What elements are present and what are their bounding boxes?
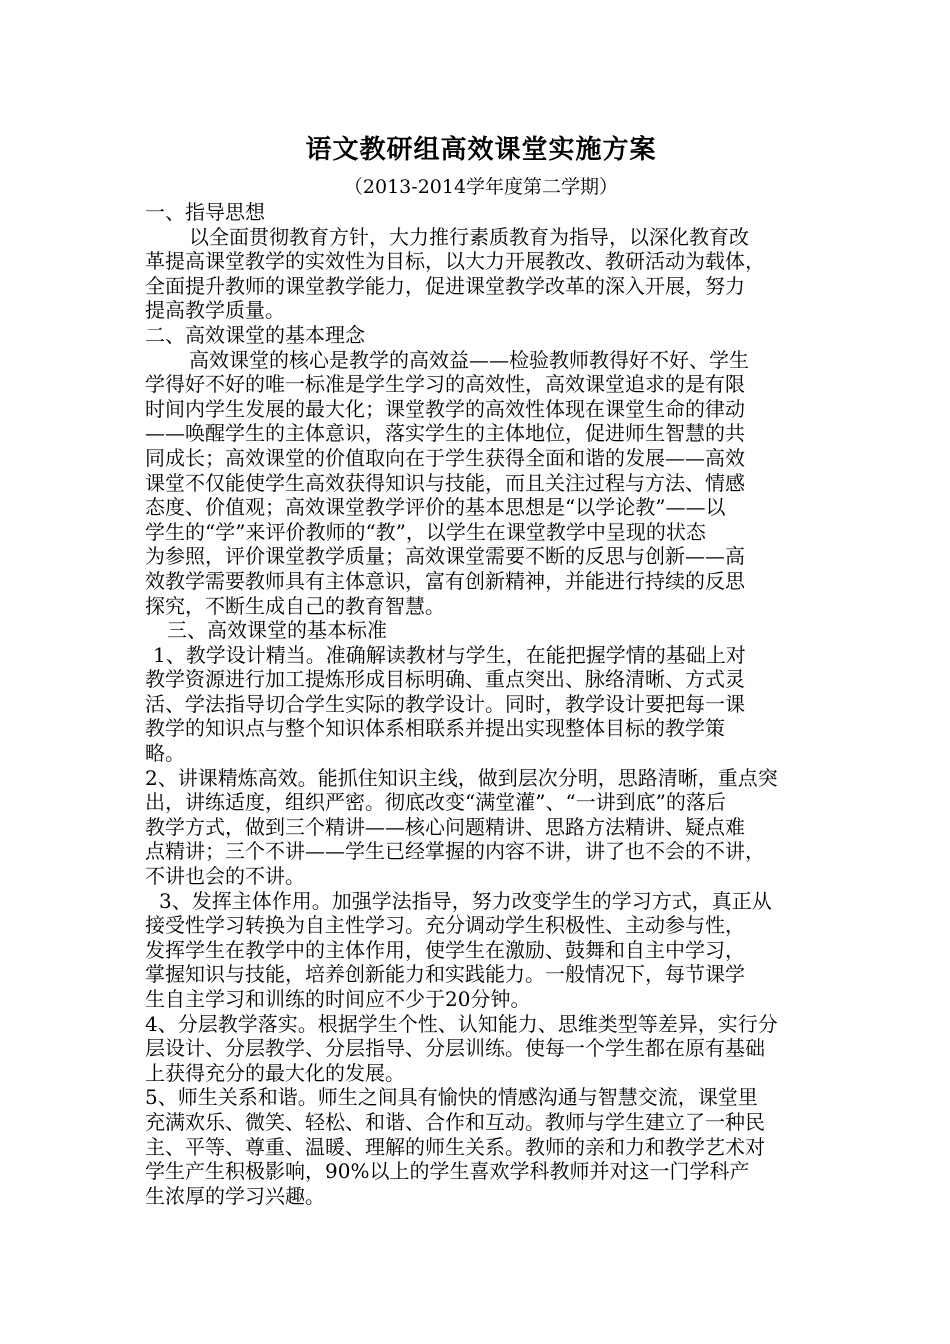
section-heading-basic-concept: 二、高效课堂的基本理念 bbox=[145, 322, 365, 347]
section-heading-guiding-ideology: 一、指导思想 bbox=[145, 200, 265, 224]
paragraph-line: 高效课堂的核心是教学的高效益——检验教师教得好不好、学生 bbox=[189, 347, 749, 372]
list-item-line: 点精讲；三个不讲——学生已经掌握的内容不讲，讲了也不会的不讲， bbox=[145, 839, 765, 864]
list-item-line: 发挥学生在教学中的主体作用，使学生在激励、鼓舞和自主中学习， bbox=[145, 937, 745, 962]
paragraph-line: 革提高课堂教学的实效性为目标，以大力开展教改、教研活动为载体， bbox=[145, 249, 765, 274]
list-item-line: 主、平等、尊重、温暖、理解的师生关系。教师的亲和力和教学艺术对 bbox=[145, 1134, 765, 1159]
paragraph-line: 为参照，评价课堂教学质量；高效课堂需要不断的反思与创新——高 bbox=[145, 544, 745, 569]
paragraph-line: 全面提升教师的课堂教学能力，促进课堂教学改革的深入开展，努力 bbox=[145, 273, 745, 298]
list-item-line: 3、发挥主体作用。加强学法指导，努力改变学生的学习方式，真正从 bbox=[159, 888, 772, 913]
list-item-line: 学生产生积极影响，90%以上的学生喜欢学科教师并对这一门学科产 bbox=[145, 1159, 750, 1184]
list-item-line: 5、师生关系和谐。师生之间具有愉快的情感沟通与智慧交流，课堂里 bbox=[145, 1085, 758, 1110]
document-title: 语文教研组高效课堂实施方案 bbox=[305, 135, 657, 165]
list-item-line: 1、教学设计精当。准确解读教材与学生，在能把握学情的基础上对 bbox=[153, 642, 746, 667]
paragraph-line: ——唤醒学生的主体意识，落实学生的主体地位，促进师生智慧的共 bbox=[145, 421, 745, 446]
list-item-line: 活、学法指导切合学生实际的教学设计。同时，教学设计要把每一课 bbox=[145, 691, 745, 716]
list-item-line: 上获得充分的最大化的发展。 bbox=[145, 1060, 405, 1085]
section-heading-basic-standards: 三、高效课堂的基本标准 bbox=[167, 618, 387, 643]
list-item-line: 层设计、分层教学、分层指导、分层训练。使每一个学生都在原有基础 bbox=[145, 1036, 765, 1061]
paragraph-line: 效教学需要教师具有主体意识，富有创新精神，并能进行持续的反思 bbox=[145, 568, 745, 593]
list-item-line: 充满欢乐、微笑、轻松、和谐、合作和互动。教师与学生建立了一种民 bbox=[145, 1109, 765, 1134]
list-item-line: 生自主学习和训练的时间应不少于20分钟。 bbox=[145, 987, 531, 1011]
list-item-line: 4、分层教学落实。根据学生个性、认知能力、思维类型等差异，实行分 bbox=[145, 1011, 778, 1036]
list-item-line: 教学的知识点与整个知识体系相联系并提出实现整体目标的教学策 bbox=[145, 716, 725, 741]
paragraph-line: 时间内学生发展的最大化；课堂教学的高效性体现在课堂生命的律动 bbox=[145, 396, 745, 421]
list-item-line: 教学方式，做到三个精讲——核心问题精讲、思路方法精讲、疑点难 bbox=[145, 814, 745, 839]
paragraph-line: 学得好不好的唯一标准是学生学习的高效性，高效课堂追求的是有限 bbox=[145, 372, 745, 397]
paragraph-line: 学生的“学”来评价教师的“教”，以学生在课堂教学中呈现的状态 bbox=[145, 519, 706, 544]
list-item-line: 生浓厚的学习兴趣。 bbox=[145, 1183, 325, 1208]
paragraph-line: 态度、价值观；高效课堂教学评价的基本思想是“以学论教”——以 bbox=[145, 495, 726, 520]
list-item-line: 教学资源进行加工提炼形成目标明确、重点突出、脉络清晰、方式灵 bbox=[145, 667, 745, 692]
document-subtitle: （2013-2014学年度第二学期） bbox=[343, 176, 619, 198]
paragraph-line: 课堂不仅能使学生高效获得知识与技能，而且关注过程与方法、情感 bbox=[145, 470, 745, 495]
document-page bbox=[145, 130, 817, 1208]
list-item-line: 掌握知识与技能，培养创新能力和实践能力。一般情况下，每节课学 bbox=[145, 962, 745, 987]
list-item-line: 接受性学习转换为自主性学习。充分调动学生积极性、主动参与性， bbox=[145, 913, 745, 938]
list-item-line: 略。 bbox=[145, 741, 185, 766]
paragraph-line: 以全面贯彻教育方针，大力推行素质教育为指导，以深化教育改 bbox=[189, 224, 749, 249]
list-item-line: 不讲也会的不讲。 bbox=[145, 864, 305, 889]
paragraph-line: 同成长；高效课堂的价值取向在于学生获得全面和谐的发展——高效 bbox=[145, 445, 745, 470]
paragraph-line: 探究，不断生成自己的教育智慧。 bbox=[145, 593, 445, 618]
paragraph-line: 提高教学质量。 bbox=[145, 298, 285, 323]
list-item-line: 2、讲课精炼高效。能抓住知识主线，做到层次分明，思路清晰，重点突 bbox=[145, 765, 778, 790]
list-item-line: 出，讲练适度，组织严密。彻底改变“满堂灌”、“一讲到底”的落后 bbox=[145, 790, 726, 815]
